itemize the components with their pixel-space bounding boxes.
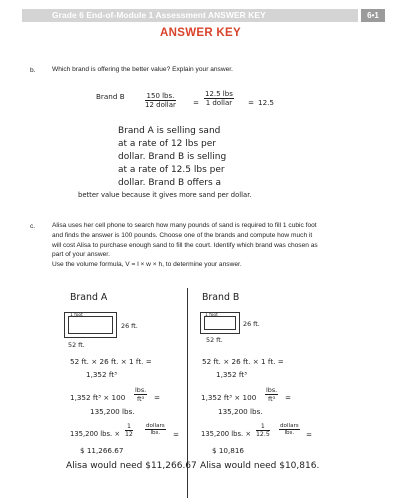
brand-a-box-width: 26 ft. [121, 322, 138, 330]
brand-b-line-5-num-2: dollars [280, 423, 299, 429]
rate-result: 12.5 [258, 98, 275, 107]
brand-b-label: Brand B [96, 92, 125, 101]
brand-b-line-5-den-2: lbs. [284, 430, 295, 436]
brand-b-line-3: 1,352 ft³ × 100 [201, 393, 257, 402]
module-badge: 6•1 [361, 9, 385, 22]
brand-b-line-5-den: 12.5 [256, 431, 270, 438]
brand-a-line-3-eq: = [154, 393, 161, 402]
part-c-line-4: part of your answer. [52, 251, 110, 259]
brand-b-line-3-den: ft³ [267, 395, 276, 403]
brand-a-line-5-eq: = [173, 430, 180, 439]
answer-line-5: dollar. Brand B offers a [118, 178, 222, 188]
brand-b-conclusion: Alisa would need $10,816. [200, 461, 320, 471]
brand-b-line-5-eq: = [306, 430, 313, 439]
part-c-line-1: Alisa uses her cell phone to search how many pounds of sand is required to fill 1 cubic foot [52, 222, 317, 229]
part-b-label: b. [30, 67, 36, 74]
answer-line-last: better value because it gives more sand per dollar. [78, 191, 252, 199]
brand-a-line-6: $ 11,266.67 [80, 446, 124, 455]
brand-a-line-3-fraction [134, 386, 147, 403]
rate-fraction-2 [204, 90, 234, 107]
rate-fraction-1-num: 150 lbs. [146, 92, 175, 100]
brand-b-line-5-fraction-2 [279, 423, 300, 436]
equals-2: = [248, 98, 255, 107]
brand-b-box-inner [204, 316, 236, 330]
brand-a-line-5-num-2: dollars [146, 423, 165, 429]
equals-1: = [193, 98, 200, 107]
rate-fraction-1 [145, 92, 176, 109]
brand-a-line-5-fraction-2 [145, 423, 166, 436]
brand-b-line-3-eq: = [285, 393, 292, 402]
part-c-line-3: will cost Alisa to purchase enough sand to fill the court. Identify which brand was chosen as [52, 241, 318, 249]
brand-a-line-3-den: ft³ [136, 395, 145, 403]
header-title: Grade 6 End-of-Module 1 Assessment ANSWER KEY [52, 10, 266, 20]
brand-b-line-6: $ 10,816 [212, 446, 245, 455]
brand-b-box-height: 1 foot [205, 313, 218, 318]
brand-b-box-length: 52 ft. [206, 336, 223, 344]
brand-a-line-5-den: 12 [125, 431, 133, 438]
rate-fraction-2-den: 1 dollar [205, 99, 233, 107]
brand-b-line-4: 135,200 lbs. [218, 407, 263, 416]
answer-key-title: ANSWER KEY [160, 27, 241, 39]
brand-b-box-width: 26 ft. [243, 320, 260, 328]
brand-a-line-2: 1,352 ft³ [86, 370, 117, 379]
brand-a-line-5-num: 1 [126, 423, 131, 430]
rate-fraction-2-num: 12.5 lbs [205, 90, 233, 98]
brand-b-line-5-num: 1 [256, 423, 270, 431]
brand-a-line-3: 1,352 ft³ × 100 [70, 393, 126, 402]
answer-line-4: at a rate of 12.5 lbs per [118, 165, 225, 175]
part-c-line-2: and finds the answer is 100 pounds. Choose one of the brands and compute how much it [52, 231, 313, 239]
rate-fraction-1-den: 12 dollar [145, 101, 176, 109]
brand-a-line-1: 52 ft. × 26 ft. × 1 ft. = [70, 357, 152, 366]
brand-a-line-5: 135,200 lbs. × [70, 430, 121, 438]
brand-a-line-3-num: lbs. [135, 386, 147, 394]
brand-a-box-height: 1 foot [70, 313, 83, 318]
part-c-formula: Use the volume formula, V = l × w × h, to determine your answer. [52, 261, 242, 269]
answer-line-1: Brand A is selling sand [118, 126, 221, 136]
part-b-question: Which brand is offering the better value? Explain your answer. [52, 66, 233, 73]
brand-a-title: Brand A [70, 292, 108, 303]
brand-b-line-2: 1,352 ft³ [216, 370, 247, 379]
brand-b-line-3-fraction [265, 386, 278, 403]
brand-b-line-1: 52 ft. × 26 ft. × 1 ft. = [202, 357, 284, 366]
part-c-question [52, 221, 397, 270]
brand-a-line-5-den-2: lbs. [150, 430, 161, 436]
brand-b-line-3-num: lbs. [266, 386, 278, 394]
answer-line-3: dollar. Brand B is selling [118, 152, 227, 162]
answer-line-2: at a rate of 12 lbs per [118, 139, 216, 149]
brand-b-title: Brand B [202, 292, 240, 303]
brand-a-line-4: 135,200 lbs. [90, 407, 135, 416]
brand-a-line-5-fraction [125, 423, 133, 438]
brand-a-conclusion: Alisa would need $11,266.67 [66, 461, 197, 471]
brand-b-line-5-fraction [256, 423, 270, 438]
brand-a-box-inner [68, 316, 113, 334]
brand-b-line-5: 135,200 lbs. × [201, 430, 252, 438]
part-c-label: c. [30, 223, 36, 230]
brand-a-box-length: 52 ft. [68, 341, 85, 349]
